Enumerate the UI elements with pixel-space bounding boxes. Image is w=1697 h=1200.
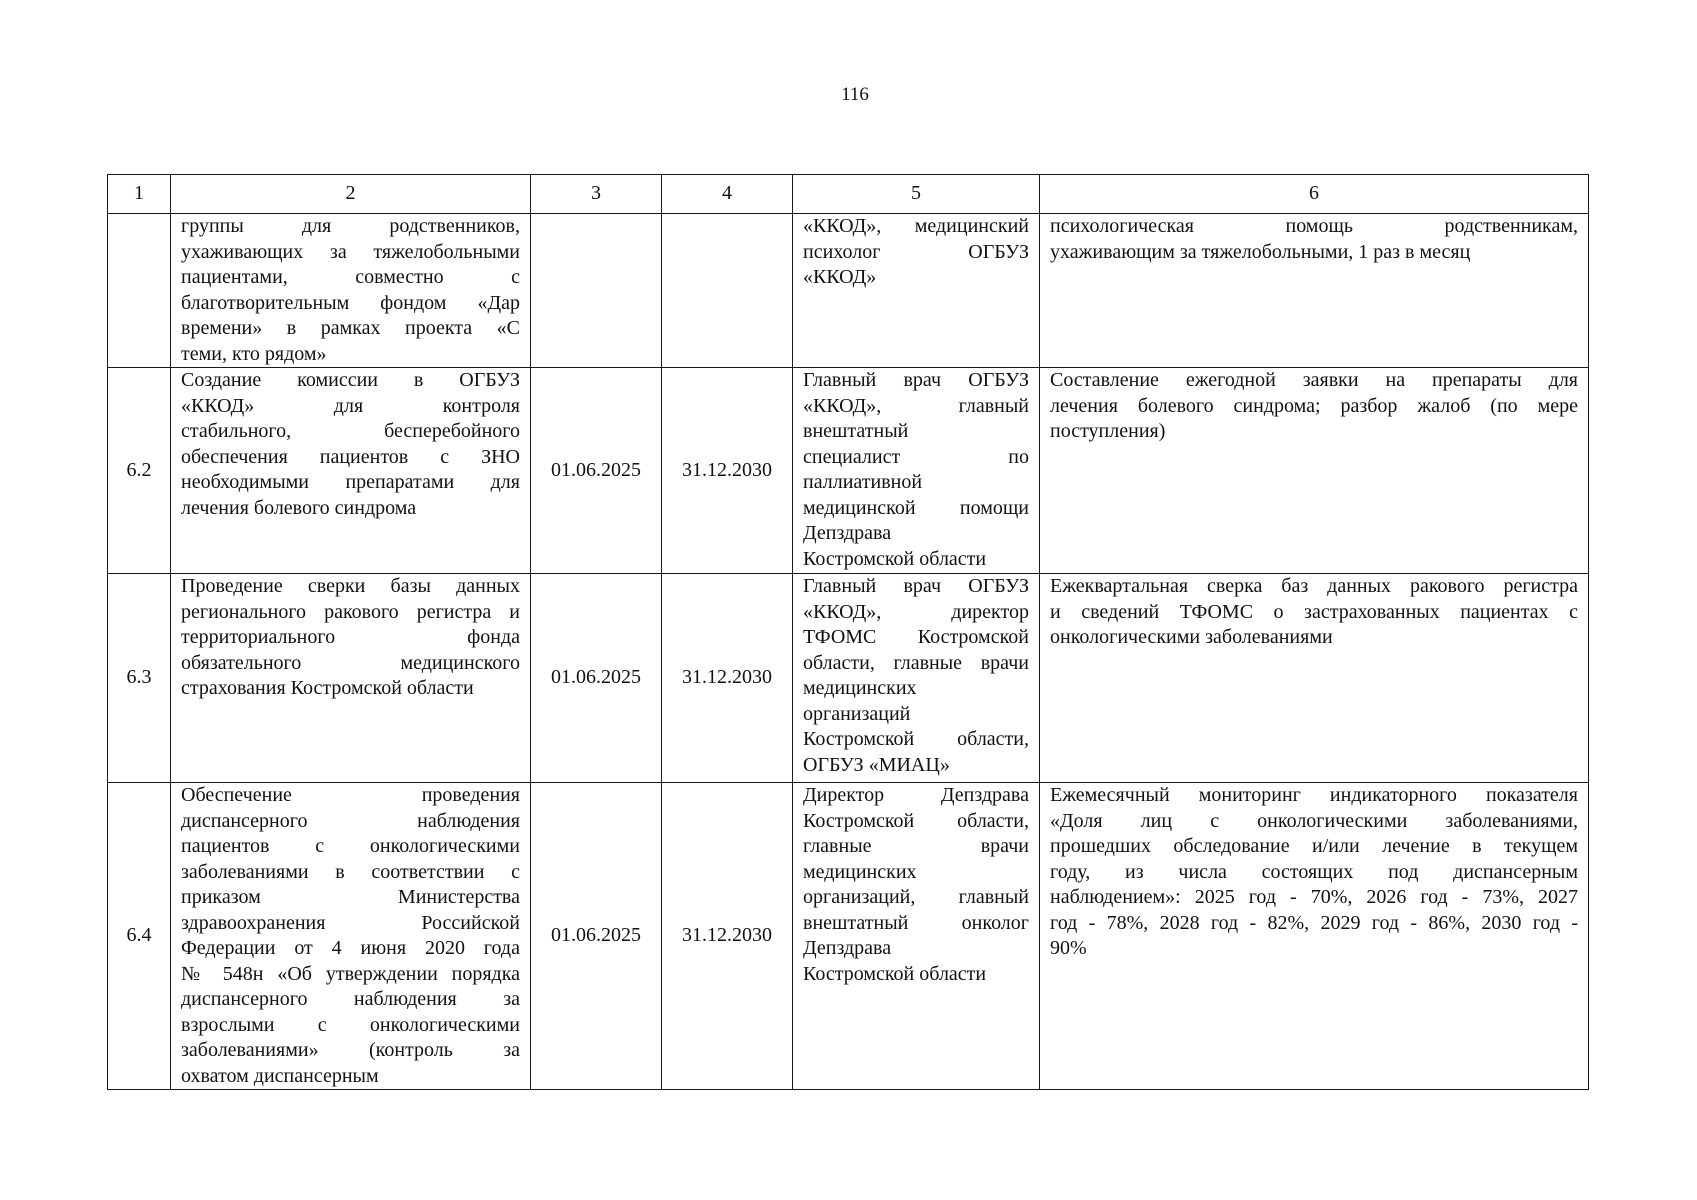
end-date-cell: 31.12.2030	[662, 574, 793, 783]
result-cell-line: году, из числа состоящих под диспансерным	[1050, 860, 1578, 883]
table-row	[108, 783, 1589, 1090]
event-cell-line: необходимыми препаратами для	[181, 471, 520, 493]
end-date-cell	[662, 214, 793, 368]
result-cell	[1040, 368, 1589, 574]
column-header: 5	[793, 175, 1040, 214]
column-header: 4	[662, 175, 793, 214]
result-cell-line: онкологическими заболеваниями	[1050, 626, 1333, 648]
start-date-cell: 01.06.2025	[531, 574, 662, 783]
responsible-cell-line: области, главные врачи	[803, 651, 1029, 674]
result-cell	[1040, 214, 1589, 368]
result-cell-line: Ежемесячный мониторинг индикаторного показателя	[1050, 784, 1578, 806]
event-cell-line: регионального ракового регистра и	[181, 600, 520, 623]
item-number-cell: 6.4	[108, 783, 171, 1090]
event-cell-line: ухаживающих за тяжелобольными	[181, 240, 520, 263]
responsible-cell-line: паллиативной	[803, 471, 923, 493]
responsible-cell-line: Костромской области	[803, 547, 987, 570]
responsible-cell-line: психолог ОГБУЗ	[803, 240, 1029, 263]
end-date-cell: 31.12.2030	[662, 783, 793, 1090]
event-cell-line: Федерации от 4 июня 2020 года	[181, 937, 520, 959]
table-header-row	[108, 175, 1589, 214]
column-header: 6	[1040, 175, 1589, 214]
end-date-cell: 31.12.2030	[662, 368, 793, 574]
responsible-cell-line: ОГБУЗ «МИАЦ»	[803, 753, 950, 776]
responsible-cell-line: медицинских	[803, 677, 917, 699]
responsible-cell	[793, 214, 1040, 368]
item-number-cell: 6.2	[108, 368, 171, 574]
responsible-cell-line: внештатный онколог	[803, 911, 1029, 934]
event-cell-line: приказом Министерства	[181, 886, 520, 908]
responsible-cell-line: «ККОД», медицинский	[803, 215, 1029, 237]
action-plan-table	[107, 174, 1589, 1090]
result-cell-line: «Доля лиц с онкологическими заболеваниями,	[1050, 809, 1578, 832]
event-cell-line: диспансерного наблюдения	[181, 809, 520, 832]
responsible-cell-line: главные врачи	[803, 835, 1029, 857]
event-cell-line: Обеспечение проведения	[181, 784, 520, 806]
responsible-cell-line: «ККОД», главный	[803, 394, 1029, 417]
event-cell-line: пациентами, совместно с	[181, 266, 520, 288]
responsible-cell-line: внештатный	[803, 420, 909, 442]
event-cell-line: Создание комиссии в ОГБУЗ	[181, 369, 520, 391]
page-number: 116	[841, 84, 869, 105]
result-cell-line: прошедших обследование и/или лечение в текущем	[1050, 835, 1578, 857]
result-cell-line: и сведений ТФОМС о застрахованных пациентах с	[1050, 600, 1578, 623]
event-cell-line: Проведение сверки базы данных	[181, 575, 520, 597]
event-cell-line: стабильного, бесперебойного	[181, 420, 520, 442]
event-cell-line: страхования Костромской области	[181, 677, 474, 699]
event-cell-line: заболеваниями» (контроль за	[181, 1039, 520, 1061]
event-cell	[171, 368, 531, 574]
event-cell-line: заболеваниями в соответствии с	[181, 860, 520, 883]
item-number-cell	[108, 214, 171, 368]
responsible-cell-line: Костромской области,	[803, 809, 1029, 832]
event-cell-line: диспансерного наблюдения за	[181, 988, 520, 1010]
event-cell-line: благотворительным фондом «Дар	[181, 291, 520, 314]
responsible-cell-line: «ККОД», директор	[803, 600, 1029, 623]
result-cell-line: психологическая помощь родственникам,	[1050, 215, 1578, 237]
responsible-cell-line: Костромской области,	[803, 728, 1029, 750]
responsible-cell-line: специалист по	[803, 445, 1029, 468]
event-cell-line: теми, кто рядом»	[181, 342, 327, 365]
event-cell-line: охватом диспансерным	[181, 1064, 379, 1087]
responsible-cell-line: Главный врач ОГБУЗ	[803, 369, 1029, 391]
result-cell-line: лечения болевого синдрома; разбор жалоб (по мере	[1050, 394, 1578, 417]
event-cell-line: обеспечения пациентов с ЗНО	[181, 445, 520, 468]
responsible-cell	[793, 574, 1040, 783]
event-cell-line: пациентов с онкологическими	[181, 835, 520, 857]
start-date-cell: 01.06.2025	[531, 783, 662, 1090]
table-row	[108, 368, 1589, 574]
event-cell-line: «ККОД» для контроля	[181, 394, 520, 417]
result-cell-line: ухаживающим за тяжелобольными, 1 раз в месяц	[1050, 240, 1471, 263]
result-cell	[1040, 783, 1589, 1090]
responsible-cell-line: медицинских	[803, 860, 917, 883]
responsible-cell-line: организаций	[803, 702, 911, 725]
responsible-cell-line: ТФОМС Костромской	[803, 626, 1029, 648]
event-cell-line: группы для родственников,	[181, 215, 520, 237]
item-number-cell: 6.3	[108, 574, 171, 783]
event-cell	[171, 214, 531, 368]
result-cell-line: Ежеквартальная сверка баз данных ракового регистра	[1050, 575, 1578, 597]
responsible-cell	[793, 368, 1040, 574]
column-header: 2	[171, 175, 531, 214]
result-cell-line: поступления)	[1050, 420, 1166, 442]
table-row	[108, 574, 1589, 783]
event-cell-line: территориального фонда	[181, 626, 520, 648]
event-cell	[171, 783, 531, 1090]
result-cell-line: год - 78%, 2028 год - 82%, 2029 год - 86%, 2030 год -	[1050, 911, 1578, 934]
result-cell	[1040, 574, 1589, 783]
responsible-cell-line: Депздрава	[803, 937, 892, 959]
event-cell-line: лечения болевого синдрома	[181, 496, 417, 519]
column-header: 3	[531, 175, 662, 214]
event-cell-line: времени» в рамках проекта «С	[181, 317, 520, 339]
event-cell-line: взрослыми с онкологическими	[181, 1013, 520, 1036]
responsible-cell-line: Директор Депздрава	[803, 784, 1029, 806]
table-row	[108, 214, 1589, 368]
event-cell-line: обязательного медицинского	[181, 651, 520, 674]
responsible-cell-line: медицинской помощи	[803, 496, 1029, 519]
responsible-cell-line: организаций, главный	[803, 886, 1029, 908]
responsible-cell-line: Депздрава	[803, 522, 892, 544]
event-cell-line: № 548н «Об утверждении порядка	[181, 962, 520, 985]
start-date-cell: 01.06.2025	[531, 368, 662, 574]
result-cell-line: Составление ежегодной заявки на препараты для	[1050, 369, 1578, 391]
event-cell	[171, 574, 531, 783]
responsible-cell-line: «ККОД»	[803, 266, 877, 288]
result-cell-line: наблюдением»: 2025 год - 70%, 2026 год - 73%, 2027	[1050, 886, 1578, 908]
result-cell-line: 90%	[1050, 937, 1087, 959]
start-date-cell	[531, 214, 662, 368]
event-cell-line: здравоохранения Российской	[181, 911, 520, 934]
responsible-cell-line: Главный врач ОГБУЗ	[803, 575, 1029, 597]
responsible-cell-line: Костромской области	[803, 962, 987, 985]
column-header: 1	[108, 175, 171, 214]
responsible-cell	[793, 783, 1040, 1090]
